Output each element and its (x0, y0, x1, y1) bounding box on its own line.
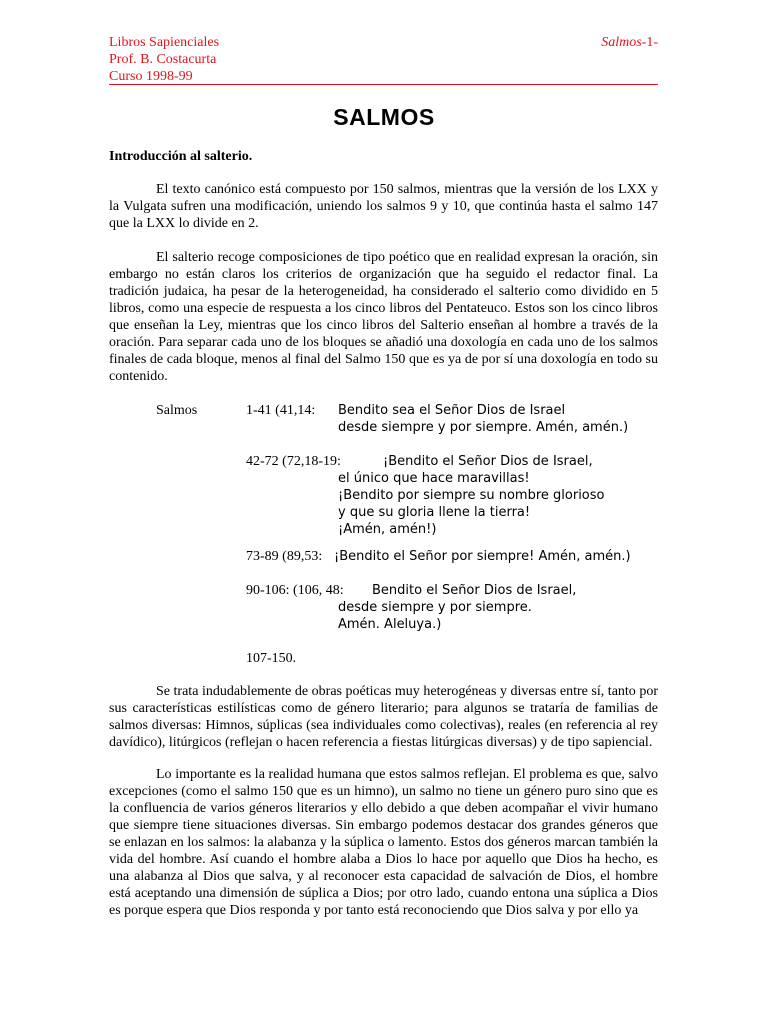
course-year: Curso 1998-99 (109, 69, 193, 84)
book1-verse-line: Bendito sea el Señor Dios de Israel (338, 403, 566, 418)
book4-range: 90-106: (106, 48: (246, 583, 344, 598)
book1-range: 1-41 (41,14: (246, 403, 316, 418)
paragraph-1: El texto canónico está compuesto por 150 salmos, mientras que la versión de los LXX y la Vulgata sufren una modificación, uniendo los salmos 9 y 10, que continúa hasta el salmo 147 que la LXX lo divide en 2. (109, 182, 658, 231)
section-heading: Introducción al salterio. (109, 149, 253, 164)
page-reference-title: Salmos (601, 35, 642, 50)
page-reference (601, 34, 658, 51)
paragraph-2: El salterio recoge composiciones de tipo poético que en realidad expresan la oración, sin embargo no están claros los criterios de organización que ha seguido el redactor final. La tradición judaica, ha pesar de la heterogeneidad, ha considerado el salterio como dividido en 5 libros, como una especie de respuesta a los cinco libros del Pentateuco. Estos son los cinco libros que enseñan la Ley, mientras que los cinco libros del Salterio enseñan al hombre a través de la oración. Para separar cada uno de los bloques se añadió una doxología en cada uno de los salmos finales de cada bloque, menos al final del Salmo 150 que es ya de por sí una doxología en todo su contenido. (109, 250, 658, 384)
header-divider (109, 84, 658, 85)
book2-verse-line: ¡Amén, amén!) (338, 522, 437, 537)
book3-verse-line: ¡Bendito el Señor por siempre! Amén, amén.) (334, 549, 631, 564)
professor-name: Prof. B. Costacurta (109, 52, 217, 67)
course-title: Libros Sapienciales (109, 35, 220, 50)
book2-verse-line: ¡Bendito el Señor Dios de Israel, (383, 454, 593, 469)
header-left (109, 34, 658, 85)
book5-range: 107-150. (246, 651, 297, 666)
book4-verse-line: Bendito el Señor Dios de Israel, (372, 583, 577, 598)
book4-verse-line: desde siempre y por siempre. (338, 600, 532, 615)
document-title: SALMOS (333, 104, 435, 130)
book2-range: 42-72 (72,18-19: (246, 454, 341, 469)
book1-verse-line: desde siempre y por siempre. Amén, amén.) (338, 420, 629, 435)
book3-range: 73-89 (89,53: (246, 549, 323, 564)
paragraph-4: Lo importante es la realidad humana que estos salmos reflejan. El problema es que, salvo excepciones (como el salmo 150 que es un himno), un salmo no tiene un género puro sino que es la confluencia de varios géneros literarios y ello debido a que deben acompañar el vivir humano que siempre tiene situaciones diversas. Sin embargo podemos destacar dos grandes géneros que se enlazan en los salmos: la alabanza y la súplica o lamento. Estos dos géneros marcan también la vida del hombre. Así cuando el hombre alaba a Dios lo hace por aquello que Dios ha hecho, es una alabanza al Dios que salva, y al reconocer esta capacidad de salvación de Dios, el hombre está aceptando una dimensión de súplica a Dios; por otro lado, cuando entona una súplica a Dios es porque espera que Dios responda y por tanto está reconociendo que Dios salva y por ello ya (109, 767, 658, 918)
page-number: -1- (641, 35, 658, 50)
book2-verse-line: el único que hace maravillas! (338, 471, 530, 486)
page-header (109, 34, 658, 85)
book2-verse-line: ¡Bendito por siempre su nombre glorioso (338, 488, 605, 503)
paragraph-3: Se trata indudablemente de obras poéticas muy heterogéneas y diversas entre sí, tanto por sus características estilísticas como de género literario; para algunos se trataría de familias de salmos diversas: Himnos, súplicas (sea individuales como colectivas), reales (en referencia al rey davídico), litúrgicos (reflejan o hacen referencia a fiestas litúrgicas diversas) y de tipo sapiencial. (109, 684, 658, 750)
book2-verse-line: y que su gloria llene la tierra! (338, 505, 531, 520)
psalms-label: Salmos (156, 403, 198, 418)
book4-verse-line: Amén. Aleluya.) (338, 617, 442, 632)
